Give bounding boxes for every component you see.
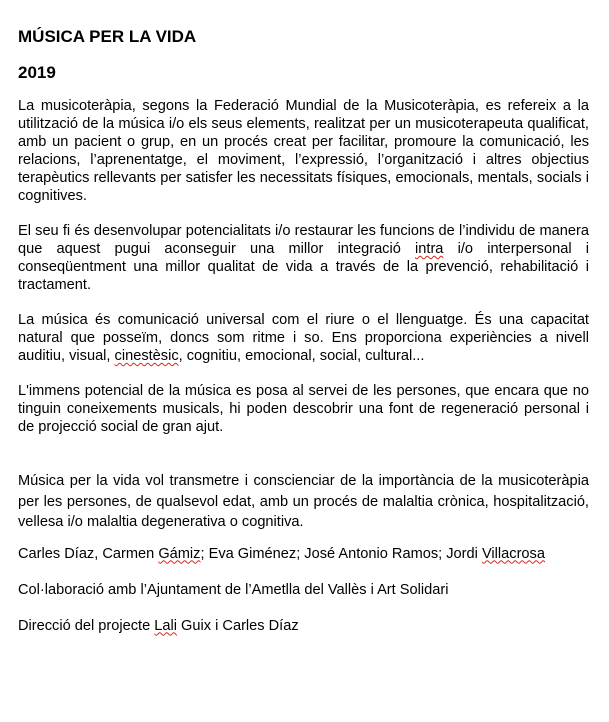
paragraph-collaboration: Col·laboració amb l’Ajuntament de l’Ametlla del Vallès i Art Solidari	[18, 581, 449, 598]
text-run: i/o interpersonal i conseqüentment una millor qualitat de vida a través de la prevenció, rehabilitació i tractament.	[18, 241, 589, 293]
paragraph-project-goal: Música per la vida vol transmetre i conscienciar de la importància de la musicoteràpia per les persones, de qualsevol edat, amb un procés de malaltia crònica, hospitalització, vellesa i/o malaltia degenerativa o cognitiva.	[18, 473, 589, 530]
paragraph-purpose	[18, 222, 589, 294]
text-run: La música és comunicació universal com el riure o el llenguatge. És una capacitat natural que posseïm, doncs som ritme i so. Ens proporciona experiències a nivell auditiu, visual,	[18, 312, 589, 364]
spellcheck-word: cinestèsic	[114, 348, 179, 364]
spellcheck-word: Villacrosa	[481, 545, 545, 562]
document-title: MÚSICA PER LA VIDA	[18, 27, 197, 46]
paragraph-team	[18, 545, 589, 563]
paragraph-definition: La musicoteràpia, segons la Federació Mundial de la Musicoteràpia, es refereix a la utilització de la música i/o els seus elements, realitzat per un musicoterapeuta qualificat, amb un pacient o grup, en un procés creat per facilitar, promoure la comunicació, les relacions, l’aprenentatge, el moviment, l’expressió, l’organització i altres objectius terapèutics rellevants per satisfer les necessitats físiques, emocionals, mentals, socials i cognitives.	[18, 98, 589, 204]
text-run: Carles Díaz, Carmen	[18, 545, 159, 562]
paragraph-communication	[18, 311, 589, 365]
paragraph-direction	[18, 617, 589, 635]
text-run: El seu fi és desenvolupar potencialitats i/o restaurar les funcions de l’individu de manera que aquest pugui aconseguir una millor integració	[18, 223, 589, 257]
text-run: ; Eva Giménez; José Antonio Ramos; Jordi	[200, 545, 482, 562]
spellcheck-word: intra	[415, 241, 444, 257]
text-run: Direcció del projecte	[18, 617, 155, 634]
paragraph-potential: L'immens potencial de la música es posa al servei de les persones, que encara que no tinguin coneixements musicals, hi poden descobrir una font de regeneració personal i de projecció social de gran ajut.	[18, 383, 589, 435]
text-run: Guix i Carles Díaz	[177, 617, 299, 634]
text-run: , cognitiu, emocional, social, cultural...	[178, 348, 425, 364]
spellcheck-word: Gámiz	[158, 545, 201, 562]
document-year: 2019	[18, 63, 56, 82]
spellcheck-word: Lali	[154, 617, 177, 634]
